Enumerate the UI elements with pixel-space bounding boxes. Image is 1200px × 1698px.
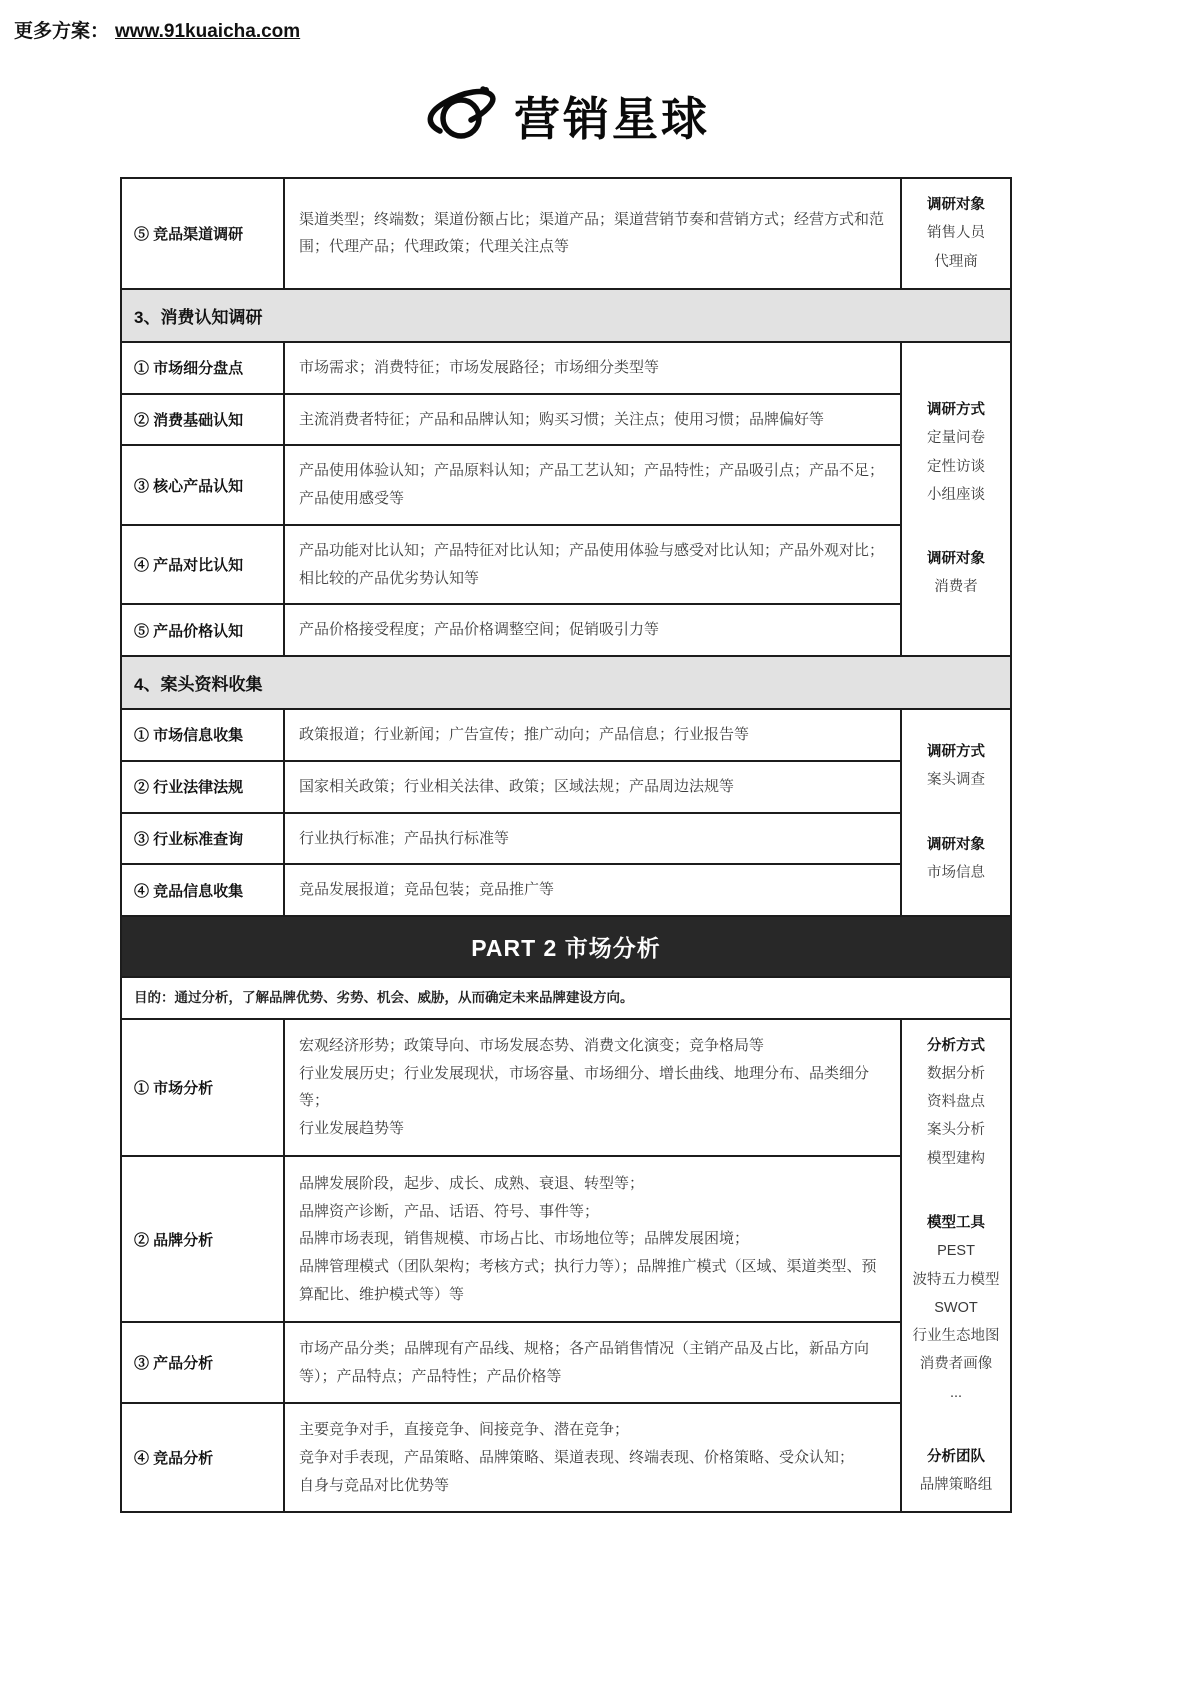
table-row — [121, 1403, 1011, 1512]
table-row — [121, 761, 1011, 813]
side-item: 品牌策略组 — [919, 1477, 993, 1494]
part2-banner: PART 2 市场分析 — [121, 916, 1011, 977]
table-row — [121, 1322, 1011, 1403]
side-item: 小组座谈 — [927, 486, 985, 503]
side-group-title: 调研方式 — [927, 402, 985, 419]
content-line: 宏观经济形势；政策导向、市场发展态势、消费文化演变；竞争格局等 — [299, 1036, 765, 1054]
table-row — [121, 445, 1011, 525]
side-item: 消费者 — [934, 579, 978, 596]
row-label: ① 市场信息收集 — [121, 709, 284, 761]
row-content — [284, 1403, 901, 1512]
table-row — [121, 525, 1011, 605]
side-group — [906, 545, 1006, 602]
side-item: 资料盘点 — [927, 1094, 985, 1111]
row-label: ⑤ 产品价格认知 — [121, 604, 284, 656]
row-label: ③ 核心产品认知 — [121, 445, 284, 525]
row-label: ① 市场细分盘点 — [121, 342, 284, 394]
more-plans-label: 更多方案： — [14, 21, 110, 42]
table-row — [121, 1019, 1011, 1157]
side-cell — [901, 342, 1011, 656]
side-group — [906, 191, 1006, 276]
side-group — [906, 831, 1006, 888]
side-group-title: 调研方式 — [927, 744, 985, 761]
row-content — [284, 1322, 901, 1403]
table-row — [121, 1156, 1011, 1322]
row-content: 产品使用体验认知；产品原料认知；产品工艺认知；产品特性；产品吸引点；产品不足；产品使用感受等 — [284, 445, 901, 525]
row-label: ④ 竞品信息收集 — [121, 864, 284, 916]
site-url-link[interactable]: www.91kuaicha.com — [115, 21, 301, 42]
side-item: 行业生态地图 — [912, 1328, 1000, 1345]
side-item: 波特五力模型 — [912, 1271, 1000, 1288]
side-item: SWOT — [934, 1299, 978, 1316]
content-line: 品牌市场表现，销售规模、市场占比、市场地位等；品牌发展困境； — [299, 1230, 750, 1248]
side-item: 定性访谈 — [927, 458, 985, 475]
side-group-title: 调研对象 — [927, 197, 985, 213]
purpose-row — [121, 977, 1011, 1019]
table-row — [121, 813, 1011, 865]
side-group-title: 分析团队 — [927, 1448, 985, 1465]
row-content: 产品功能对比认知；产品特征对比认知；产品使用体验与感受对比认知；产品外观对比；相比较的产品优劣势认知等 — [284, 525, 901, 605]
side-group-title: 调研对象 — [927, 551, 985, 568]
row-label: ③ 行业标准查询 — [121, 813, 284, 865]
table-row — [121, 604, 1011, 656]
side-item: 案头分析 — [927, 1122, 985, 1139]
content-line: 竞争对手表现，产品策略、品牌策略、渠道表现、终端表现、价格策略、受众认知； — [299, 1448, 855, 1466]
side-group — [906, 396, 1006, 509]
side-item: 销售人员 — [927, 225, 985, 242]
research-plan-table — [120, 177, 1012, 1513]
row-label: ③ 产品分析 — [121, 1322, 284, 1403]
planet-icon — [420, 83, 498, 149]
row-label: ④ 竞品分析 — [121, 1403, 284, 1512]
row-content — [284, 1019, 901, 1157]
side-item: 代理商 — [934, 253, 978, 270]
logo — [120, 83, 1010, 149]
side-item: 案头调查 — [927, 772, 985, 789]
side-item: 数据分析 — [927, 1065, 985, 1082]
side-cell — [901, 178, 1011, 289]
side-item: ... — [949, 1384, 963, 1401]
row-content: 主流消费者特征；产品和品牌认知；购买习惯；关注点；使用习惯；品牌偏好等 — [284, 394, 901, 446]
row-label: ② 行业法律法规 — [121, 761, 284, 813]
content-line: 自身与竞品对比优势等 — [299, 1476, 450, 1494]
row-label: ⑤ 竞品渠道调研 — [121, 178, 284, 289]
side-cell — [901, 1019, 1011, 1513]
side-item: 模型建构 — [927, 1150, 985, 1167]
content-line: 行业发展历史；行业发展现状，市场容量、市场细分、增长曲线、地理分布、品类细分等； — [299, 1064, 870, 1110]
content-line: 品牌发展阶段，起步、成长、成熟、衰退、转型等； — [299, 1174, 645, 1192]
page-top-header — [0, 0, 1200, 43]
table-row — [121, 394, 1011, 446]
section-header-row — [121, 289, 1011, 342]
side-group — [906, 1443, 1006, 1500]
row-label: ② 消费基础认知 — [121, 394, 284, 446]
content-line: 行业发展趋势等 — [299, 1120, 405, 1138]
table-row — [121, 709, 1011, 761]
row-content — [284, 1156, 901, 1322]
side-group — [906, 1032, 1006, 1173]
content-line: 品牌资产诊断，产品、话语、符号、事件等； — [299, 1202, 600, 1220]
side-item: 消费者画像 — [919, 1356, 993, 1373]
row-content: 行业执行标准；产品执行标准等 — [284, 813, 901, 865]
row-content: 竞品发展报道；竞品包装；竞品推广等 — [284, 864, 901, 916]
side-group-title: 分析方式 — [927, 1037, 985, 1054]
row-content: 国家相关政策；行业相关法律、政策；区域法规；产品周边法规等 — [284, 761, 901, 813]
content-line: 品牌管理模式（团队架构；考核方式；执行力等）；品牌推广模式（区域、渠道类型、预算配比、维护模式等）等 — [299, 1258, 877, 1303]
row-content: 渠道类型；终端数；渠道份额占比；渠道产品；渠道营销节奏和营销方式；经营方式和范围；代理产品；代理政策；代理关注点等 — [284, 178, 901, 289]
section-header-row — [121, 656, 1011, 709]
content-line: 市场产品分类；品牌现有产品线、规格；各产品销售情况（主销产品及占比，新品方向等）；产品特点；产品特性；产品价格等 — [299, 1339, 870, 1385]
side-cell — [901, 709, 1011, 916]
table-row — [121, 178, 1011, 289]
row-content: 产品价格接受程度；产品价格调整空间；促销吸引力等 — [284, 604, 901, 656]
row-content: 市场需求；消费特征；市场发展路径；市场细分类型等 — [284, 342, 901, 394]
table-row — [121, 342, 1011, 394]
side-item: PEST — [937, 1243, 975, 1260]
row-label: ④ 产品对比认知 — [121, 525, 284, 605]
side-group-title: 模型工具 — [927, 1214, 985, 1231]
table-row — [121, 864, 1011, 916]
side-group — [906, 738, 1006, 795]
side-group — [906, 1209, 1006, 1407]
side-group-title: 调研对象 — [927, 836, 985, 853]
part2-banner-row — [121, 916, 1011, 977]
side-item: 市场信息 — [927, 864, 985, 881]
content-line: 主要竞争对手，直接竞争、间接竞争、潜在竞争； — [299, 1421, 630, 1439]
logo-text: 营销星球 — [514, 93, 710, 145]
section-header: 4、案头资料收集 — [121, 656, 1011, 709]
section-header: 3、消费认知调研 — [121, 289, 1011, 342]
side-item: 定量问卷 — [927, 430, 985, 447]
row-content: 政策报道；行业新闻；广告宣传；推广动向；产品信息；行业报告等 — [284, 709, 901, 761]
row-label: ② 品牌分析 — [121, 1156, 284, 1322]
row-label: ① 市场分析 — [121, 1019, 284, 1157]
purpose-text: 目的：通过分析，了解品牌优势、劣势、机会、威胁，从而确定未来品牌建设方向。 — [121, 977, 1011, 1019]
